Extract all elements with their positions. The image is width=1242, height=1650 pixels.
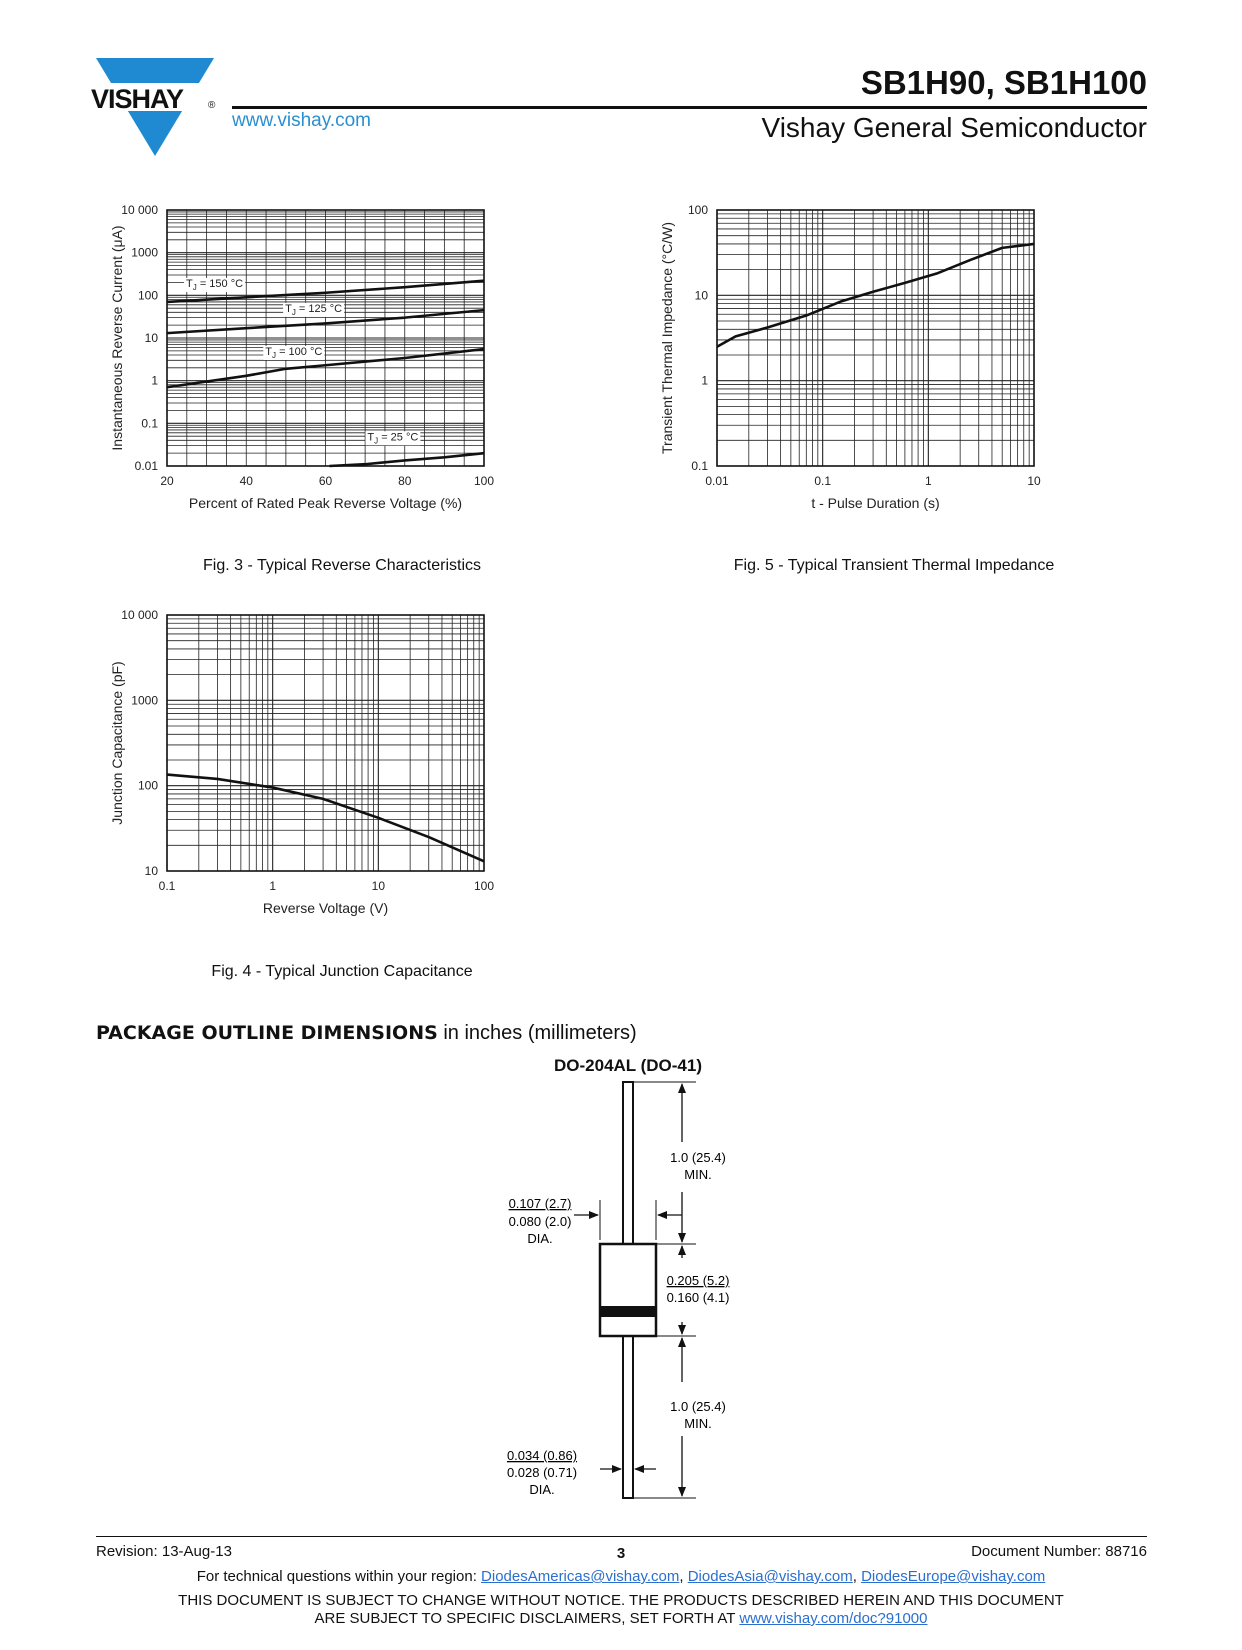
- email-asia-link[interactable]: DiodesAsia@vishay.com: [687, 1568, 853, 1585]
- bottom-lead: [623, 1336, 633, 1498]
- body-dia-max-label: 0.107 (2.7): [508, 1196, 572, 1211]
- x-tick-label: 60: [318, 474, 333, 488]
- package-drawing: [470, 1080, 770, 1510]
- x-tick-label: 10: [1027, 474, 1041, 488]
- top-lead: [623, 1082, 633, 1244]
- series-label: [365, 431, 420, 445]
- lead-length-bottom-note: MIN.: [684, 1416, 712, 1431]
- chart-fig3: [100, 205, 540, 535]
- disclaimer-line-1: THIS DOCUMENT IS SUBJECT TO CHANGE WITHOUT NOTICE. THE PRODUCTS DESCRIBED HEREIN AND THIS DOCUMENT: [178, 1592, 1064, 1609]
- lead-length-top-note: MIN.: [684, 1167, 712, 1182]
- package-name: DO-204AL (DO-41): [554, 1056, 702, 1075]
- email-separator: ,: [852, 1568, 862, 1585]
- svg-text:TJ = 125 °C: $T_J = 125$ °C: [285, 302, 343, 317]
- chart-fig5: [650, 205, 1090, 535]
- y-tick-label: 0.1: [691, 459, 708, 473]
- grid: [717, 210, 1034, 466]
- y-axis-label: Transient Thermal Impedance (°C/W): [659, 221, 675, 455]
- x-tick-label: 0.1: [814, 474, 832, 488]
- x-tick-label: 0.1: [158, 879, 176, 893]
- y-tick-label: 0.01: [134, 459, 158, 473]
- body-length-min-label: 0.160 (4.1): [666, 1290, 730, 1305]
- y-tick-label: 1: [701, 373, 708, 388]
- x-tick-label: 20: [160, 474, 174, 488]
- disclaimer-link[interactable]: www.vishay.com/doc?91000: [739, 1610, 928, 1627]
- x-tick-label: 80: [398, 474, 412, 488]
- y-tick-label: 1000: [131, 693, 158, 708]
- fig3-caption: Fig. 3 - Typical Reverse Characteristics: [202, 557, 482, 574]
- x-tick-label: 100: [473, 879, 495, 893]
- lead-length-bottom-label: 1.0 (25.4): [670, 1399, 726, 1414]
- lead-length-top-label: 1.0 (25.4): [670, 1150, 726, 1165]
- y-axis-label: Instantaneous Reverse Current (μA): [109, 225, 125, 451]
- y-tick-label: 10: [144, 864, 158, 878]
- body-length-max-label: 0.205 (5.2): [666, 1273, 730, 1288]
- y-tick-label: 10: [694, 288, 708, 303]
- x-axis-label: Reverse Voltage (V): [262, 900, 389, 916]
- series-label: [263, 346, 324, 360]
- package-title-rest: in inches (millimeters): [437, 1022, 637, 1044]
- footer-rule: [96, 1536, 1147, 1537]
- y-tick-label: 1: [151, 373, 158, 388]
- lead-dia-note: DIA.: [529, 1482, 555, 1497]
- series-label: [283, 303, 344, 317]
- x-axis-label: Percent of Rated Peak Reverse Voltage (%): [188, 495, 463, 511]
- vishay-logo: [90, 56, 220, 160]
- y-tick-label: 10: [144, 331, 158, 345]
- y-tick-label: 1000: [131, 245, 158, 260]
- x-tick-label: 1: [269, 879, 277, 893]
- grid: [167, 615, 484, 871]
- header-rule: [232, 106, 1147, 109]
- package-title-bold: PACKAGE OUTLINE DIMENSIONS: [96, 1022, 438, 1044]
- series-line: [329, 453, 484, 466]
- logo-registered: ®: [208, 100, 216, 111]
- logo-text: VISHAY: [91, 84, 184, 114]
- y-tick-label: 100: [137, 778, 158, 793]
- fig4-caption: Fig. 4 - Typical Junction Capacitance: [211, 963, 473, 980]
- tech-questions-text: For technical questions within your region:: [196, 1568, 482, 1585]
- x-tick-label: 100: [473, 474, 495, 488]
- lead-dia-max-label: 0.034 (0.86): [506, 1448, 578, 1463]
- plot-frame: [717, 210, 1034, 466]
- x-tick-label: 40: [239, 474, 253, 488]
- part-numbers: SB1H90, SB1H100: [860, 64, 1147, 101]
- y-tick-label: 0.1: [141, 416, 158, 431]
- svg-text:TJ = 100 °C: $T_J = 100$ °C: [265, 345, 323, 360]
- email-separator: ,: [679, 1568, 688, 1585]
- x-tick-label: 1: [924, 474, 932, 488]
- website-link[interactable]: www.vishay.com: [232, 110, 372, 131]
- y-axis-label: Junction Capacitance (pF): [109, 661, 125, 825]
- series-line: [167, 775, 484, 862]
- fig5-caption: Fig. 5 - Typical Transient Thermal Impedance: [733, 557, 1055, 574]
- x-tick-label: 10: [371, 879, 386, 893]
- body-dia-note: DIA.: [527, 1231, 553, 1246]
- series-label: [184, 278, 245, 292]
- company-name: Vishay General Semiconductor: [761, 112, 1147, 143]
- cathode-band: [601, 1306, 655, 1317]
- page-number: 3: [616, 1545, 626, 1562]
- diode-body: [600, 1244, 656, 1336]
- body-dia-min-label: 0.080 (2.0): [508, 1214, 572, 1229]
- grid: [167, 210, 484, 466]
- disclaimer-text: ARE SUBJECT TO SPECIFIC DISCLAIMERS, SET FORTH AT: [314, 1610, 740, 1627]
- email-americas-link[interactable]: DiodesAmericas@vishay.com: [481, 1568, 680, 1585]
- svg-text:TJ = 150 °C: $T_J = 150$ °C: [186, 277, 244, 292]
- plot-frame: [167, 615, 484, 871]
- y-tick-label: 100: [687, 205, 708, 217]
- y-tick-label: 100: [137, 288, 158, 303]
- tech-questions-line: [197, 1568, 1046, 1585]
- lead-dia-min-label: 0.028 (0.71): [506, 1465, 578, 1480]
- svg-text:TJ = 25 °C: $T_J = 25$ °C: [367, 431, 419, 446]
- revision: Revision: 13-Aug-13: [96, 1543, 232, 1560]
- package-section-title: [96, 1022, 637, 1045]
- disclaimer-line-2: [315, 1610, 928, 1627]
- email-europe-link[interactable]: DiodesEurope@vishay.com: [861, 1568, 1046, 1585]
- x-tick-label: 0.01: [705, 474, 729, 488]
- y-tick-label: 10 000: [121, 205, 158, 217]
- x-axis-label: t - Pulse Duration (s): [811, 495, 940, 511]
- y-tick-label: 10 000: [121, 610, 158, 622]
- chart-fig4: [100, 610, 540, 940]
- document-number: Document Number: 88716: [971, 1543, 1147, 1560]
